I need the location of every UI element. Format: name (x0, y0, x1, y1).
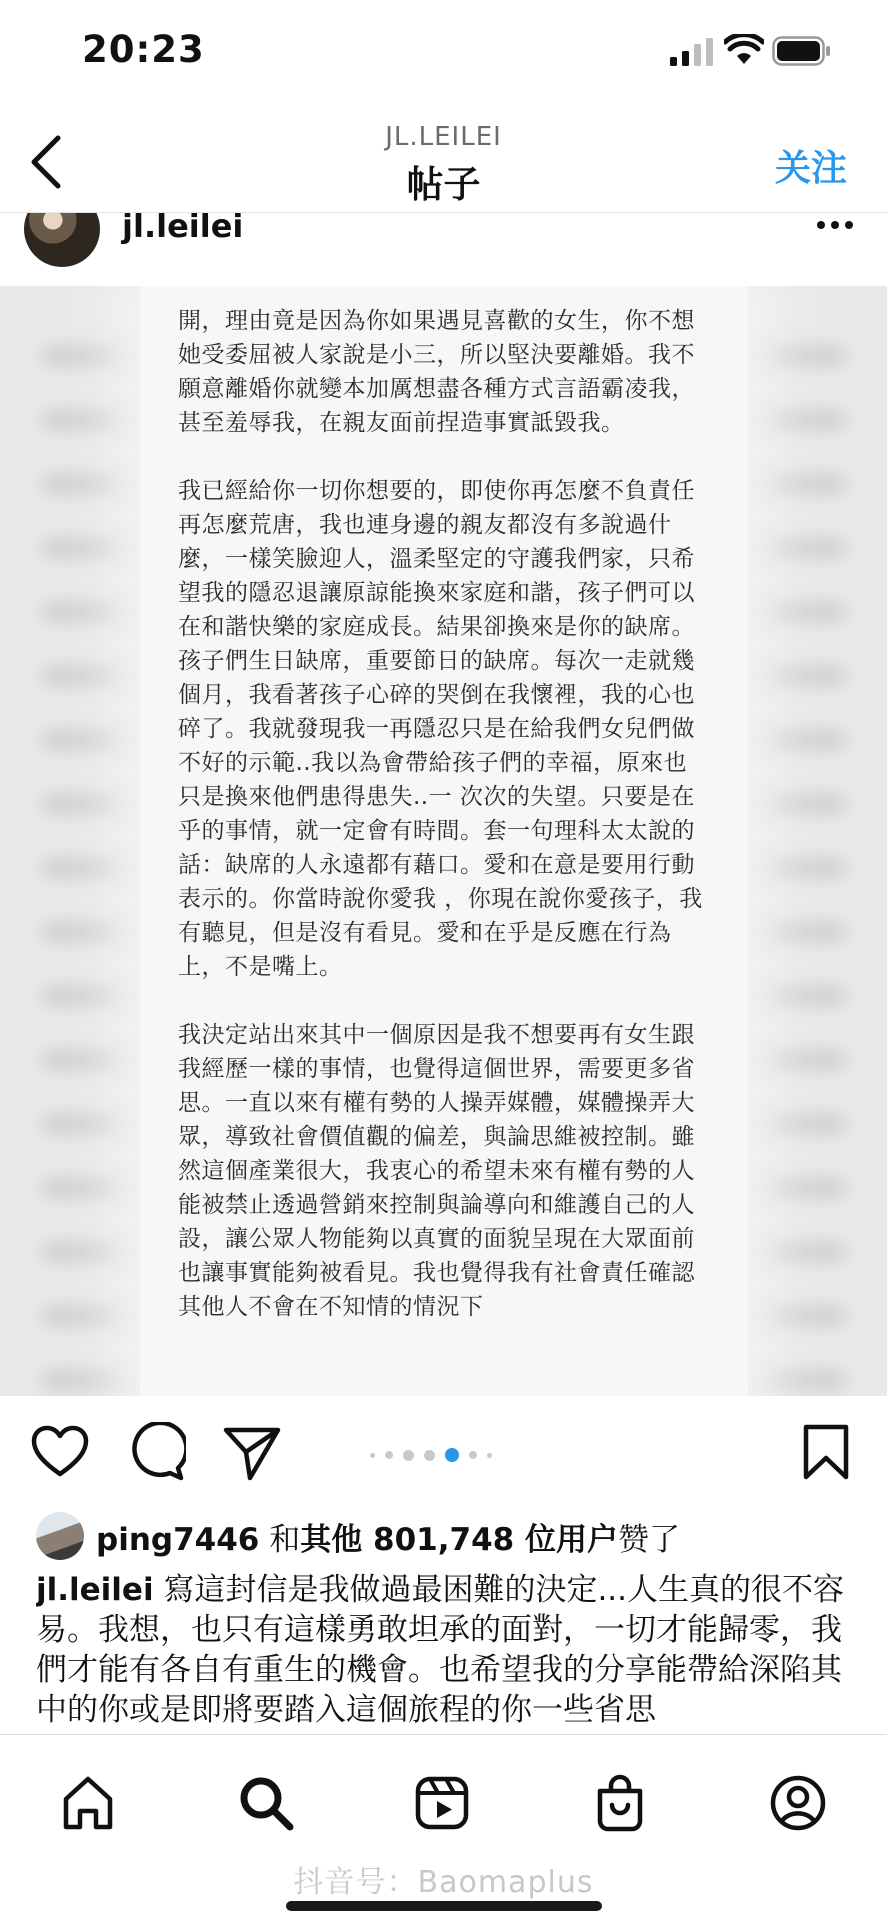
carousel-dot (469, 1451, 477, 1459)
wifi-icon (724, 34, 764, 66)
likes-text (96, 1514, 680, 1559)
reels-icon[interactable] (412, 1773, 472, 1833)
cellular-signal-icon (670, 38, 714, 66)
avatar[interactable] (24, 212, 100, 267)
home-indicator[interactable] (286, 1901, 602, 1911)
shop-icon[interactable] (590, 1773, 650, 1833)
post-image[interactable] (0, 286, 887, 1396)
letter-text (178, 304, 708, 1358)
likes-connector: 和 (259, 1522, 301, 1558)
carousel-dot (424, 1450, 435, 1461)
likes-row[interactable] (0, 1508, 887, 1564)
home-icon[interactable] (58, 1773, 118, 1833)
caption-username[interactable]: jl.leilei (36, 1572, 154, 1608)
follow-button[interactable]: 关注 (774, 148, 847, 189)
carousel-dot-active (445, 1448, 459, 1462)
watermark: 抖音号：Baomaplus (293, 1865, 594, 1900)
carousel-dot (385, 1451, 393, 1459)
post-header (0, 212, 887, 286)
carousel-dot (370, 1453, 375, 1458)
heart-icon[interactable] (30, 1422, 90, 1482)
page-title: 帖子 (406, 163, 481, 206)
carousel-dot (487, 1453, 492, 1458)
tab-bar (0, 1734, 887, 1920)
carousel-dot (403, 1450, 414, 1461)
share-icon[interactable] (222, 1422, 282, 1482)
more-options-icon[interactable] (815, 217, 855, 233)
liker-username[interactable]: ping7446 (96, 1522, 260, 1558)
carousel-indicator (370, 1448, 492, 1462)
status-bar (0, 0, 887, 100)
search-icon[interactable] (236, 1773, 296, 1833)
likes-suffix: 赞了 (618, 1522, 680, 1558)
post-actions (0, 1396, 887, 1506)
profile-icon[interactable] (768, 1773, 828, 1833)
post-caption (36, 1570, 856, 1734)
comment-icon[interactable] (126, 1422, 186, 1482)
bookmark-icon[interactable] (796, 1422, 856, 1482)
liker-avatar (36, 1512, 84, 1560)
battery-icon (772, 36, 832, 66)
likes-others[interactable]: 其他 801,748 位用户 (300, 1522, 618, 1558)
post-username[interactable]: jl.leilei (122, 212, 244, 245)
letter-paragraph: 我決定站出來其中一個原因是我不想要再有女生跟我經歷一樣的事情，也覺得這個世界，需要更多省思。一直以來有權有勢的人操弄媒體，媒體操弄大眾，導致社會價值觀的偏差，與論思維被控制。雖然這個產業很大，我衷心的希望未來有權有勢的人能被禁止透過營銷來控制與論導向和維護自己的人設，讓公眾人物能夠以真實的面貌呈現在大眾面前也讓事實能夠被看見。我也覺得我有社會責任確認其他人不會在不知情的情況下 (178, 1022, 695, 1320)
nav-username: JL.LEILEI (385, 122, 502, 152)
status-time: 20:23 (82, 28, 205, 71)
caption-text: 寫這封信是我做過最困難的決定...人生真的很不容易。我想，也只有這樣勇敢坦承的面對，一切才能歸零，我們才能有各自有重生的機會。也希望我的分享能帶給深陷其中的你或是即將要踏入這個旅程的你一些省思 (36, 1572, 845, 1728)
letter-paragraph: 開，理由竟是因為你如果遇見喜歡的女生，你不想她受委屈被人家說是小三，所以堅決要離婚。我不願意離婚你就變本加厲想盡各種方式言語霸凌我，甚至羞辱我，在親友面前捏造事實詆毀我。 (178, 308, 695, 436)
letter-paragraph: 我已經給你一切你想要的，即使你再怎麼不負責任再怎麼荒唐，我也連身邊的親友都沒有多說過什麼，一樣笑臉迎人，溫柔堅定的守護我們家，只希望我的隱忍退讓原諒能換來家庭和諧，孩子們可以在和諧快樂的家庭成長。結果卻換來是你的缺席。孩子們生日缺席，重要節日的缺席。每次一走就幾個月，我看著孩子心碎的哭倒在我懷裡，我的心也碎了。我就發現我一再隱忍只是在給我們女兒們做不好的示範..我以為會帶給孩子們的幸福，原來也只是換來他們患得患失..一 次次的失望。只要是在乎的事情，就一定會有時間。套一句理科太太說的話：缺席的人永遠都有藉口。愛和在意是要用行動表示的。你當時說你愛我 ，你現在說你愛孩子，我有聽見，但是沒有看見。愛和在乎是反應在行為上，不是嘴上。 (178, 478, 703, 980)
nav-bar (0, 100, 887, 212)
